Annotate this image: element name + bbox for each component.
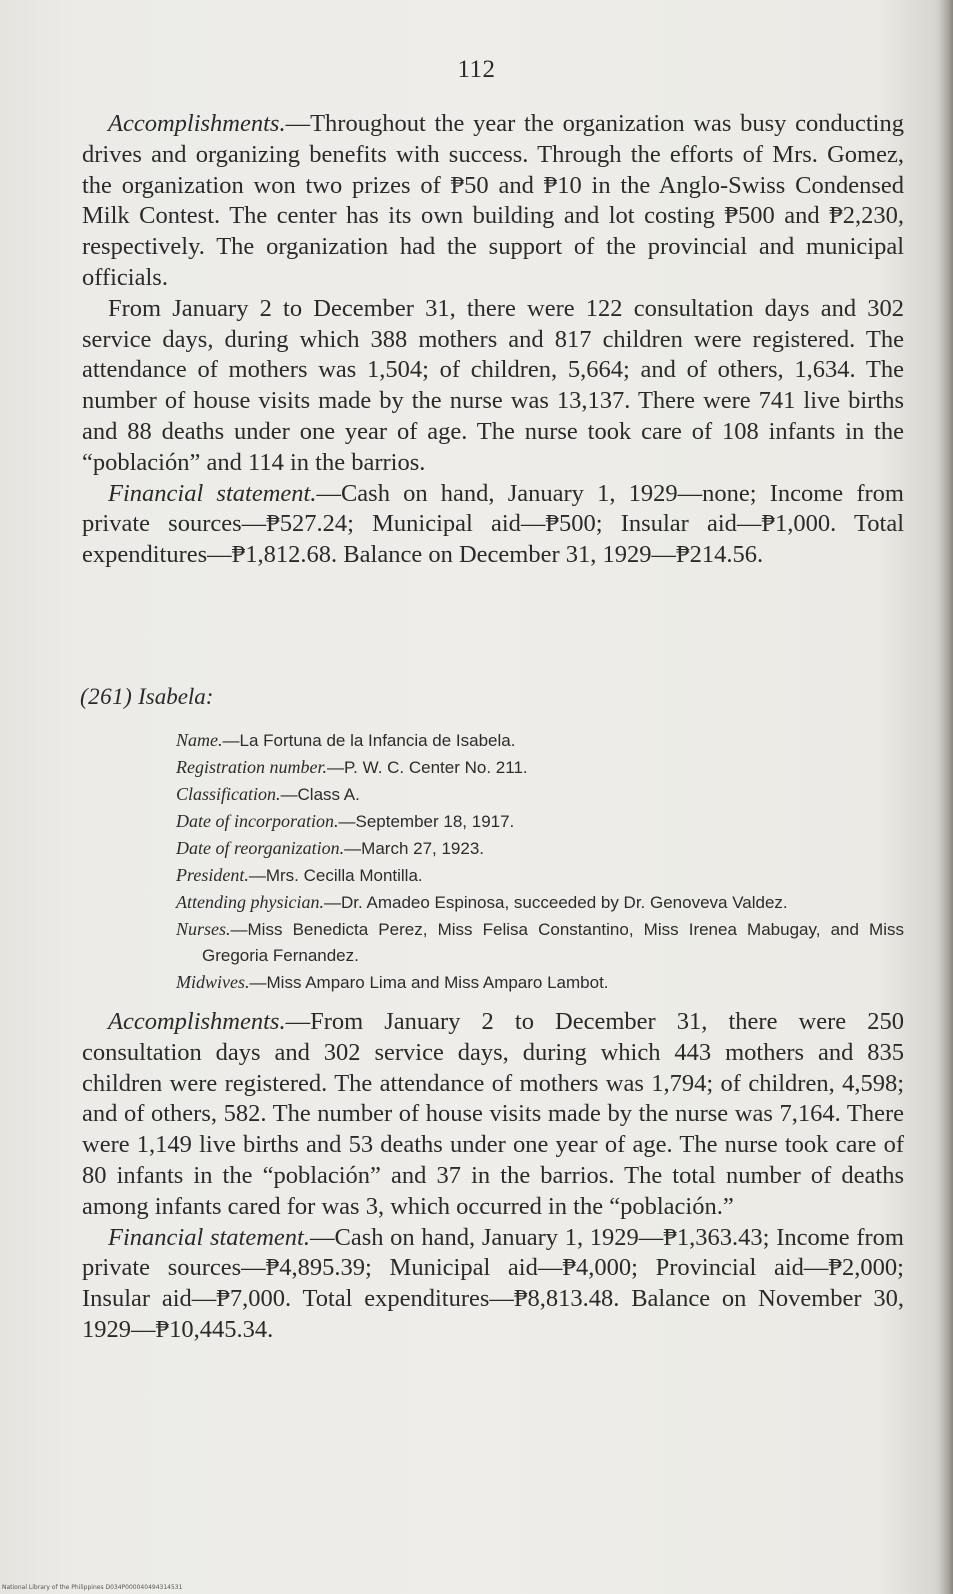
- paragraph-body: —From January 2 to December 31, there were 250 consultation days and 302 service days, during which 443 mothers and 835 children were registered. The attendance of mothers was 1,794; of children, 4,598; and of others, 582. The number of house visits made by the nurse was 7,164. There were 1,149 live births and 53 deaths under one year of age. The nurse took care of 80 infants in the “población” and 37 in the barrios. The total number of deaths among infants cared for was 3, which occurred in the “población.”: [82, 1008, 904, 1220]
- paragraph-financial-statement: [82, 1223, 904, 1346]
- detail-registration-number: [176, 754, 904, 781]
- intro-text: [82, 109, 904, 571]
- paragraph-label: Financial statement.: [108, 1223, 310, 1251]
- detail-field: Midwives.: [176, 972, 250, 992]
- paragraph-label: Financial statement.: [108, 479, 317, 507]
- detail-value: —Dr. Amadeo Espinosa, succeeded by Dr. Genoveva Valdez.: [323, 893, 788, 912]
- paragraph-body: —Cash on hand, January 1, 1929—none; Income from private sources—₱527.24; Municipal aid—₱500; Insular aid—₱1,000. Total expenditures—₱1,812.68. Balance on December 31, 1929—₱214.56.: [82, 479, 904, 569]
- paragraph-body: —Cash on hand, January 1, 1929—₱1,363.43; Income from private sources—₱4,895.39; Municipal aid—₱4,000; Provincial aid—₱2,000; Insular aid—₱7,000. Total expenditures—₱8,813.48. Balance on November 30, 1929—₱10,445.34.: [82, 1223, 904, 1343]
- paragraph-accomplishments: [82, 1007, 904, 1223]
- section-heading: [80, 684, 213, 710]
- detail-value: —P. W. C. Center No. 211.: [327, 758, 528, 777]
- detail-value: —September 18, 1917.: [338, 812, 515, 831]
- closing-text: [82, 1007, 904, 1346]
- detail-name: [176, 727, 904, 754]
- detail-value: —Class A.: [280, 785, 360, 804]
- detail-field: Nurses.: [176, 919, 231, 939]
- detail-field: Date of reorganization.: [176, 838, 345, 858]
- paragraph-label: Accomplishments.: [108, 1008, 286, 1035]
- page-edge-shadow: [939, 0, 953, 1594]
- paragraph-financial-statement: [82, 479, 904, 571]
- paragraph-statistics: [82, 294, 904, 479]
- detail-value: —Miss Amparo Lima and Miss Amparo Lambot.: [249, 973, 609, 992]
- detail-president: [176, 862, 904, 889]
- detail-field: Registration number.: [176, 757, 327, 777]
- scan-footer: National Library of the Philippines D034P000040494314531: [2, 1584, 183, 1591]
- detail-value: —La Fortuna de la Infancia de Isabela.: [222, 731, 516, 750]
- detail-midwives: [176, 969, 904, 996]
- detail-classification: [176, 781, 904, 808]
- paragraph-body: From January 2 to December 31, there were 122 consultation days and 302 service days, during which 388 mothers and 817 children were registered. The attendance of mothers was 1,504; of children, 5,664; and of others, 1,634. The number of house visits made by the nurse was 13,137. There were 741 live births and 88 deaths under one year of age. The nurse took care of 108 infants in the “población” and 114 in the barrios.: [82, 294, 904, 476]
- detail-value: —March 27, 1923.: [344, 839, 485, 858]
- detail-nurses: [176, 916, 904, 969]
- detail-field: Date of incorporation.: [176, 811, 339, 831]
- section-number: (261): [80, 684, 133, 709]
- section-title: Isabela:: [138, 684, 214, 709]
- detail-value: —Mrs. Cecilla Montilla.: [248, 866, 423, 885]
- detail-value: —Miss Benedicta Perez, Miss Felisa Constantino, Miss Irenea Mabugay, and Miss Gregoria Fernandez.: [202, 920, 904, 965]
- paragraph-accomplishments: [82, 109, 904, 294]
- detail-date-of-incorporation: [176, 808, 904, 835]
- detail-field: President.: [176, 865, 249, 885]
- paragraph-body: —Throughout the year the organization was busy conducting drives and organizing benefits with success. Through the efforts of Mrs. Gomez, the organization won two prizes of ₱50 and ₱10 in the Anglo-Swiss Condensed Milk Contest. The center has its own building and lot costing ₱500 and ₱2,230, respectively. The organization had the support of the provincial and municipal officials.: [82, 110, 904, 291]
- page-number: 112: [457, 56, 496, 83]
- detail-field: Classification.: [176, 784, 281, 804]
- detail-date-of-reorganization: [176, 835, 904, 862]
- center-details: [176, 727, 904, 996]
- detail-field: Attending physician.: [176, 892, 324, 912]
- detail-field: Name.: [176, 730, 223, 750]
- paragraph-label: Accomplishments.: [108, 110, 286, 137]
- detail-attending-physician: [176, 889, 904, 916]
